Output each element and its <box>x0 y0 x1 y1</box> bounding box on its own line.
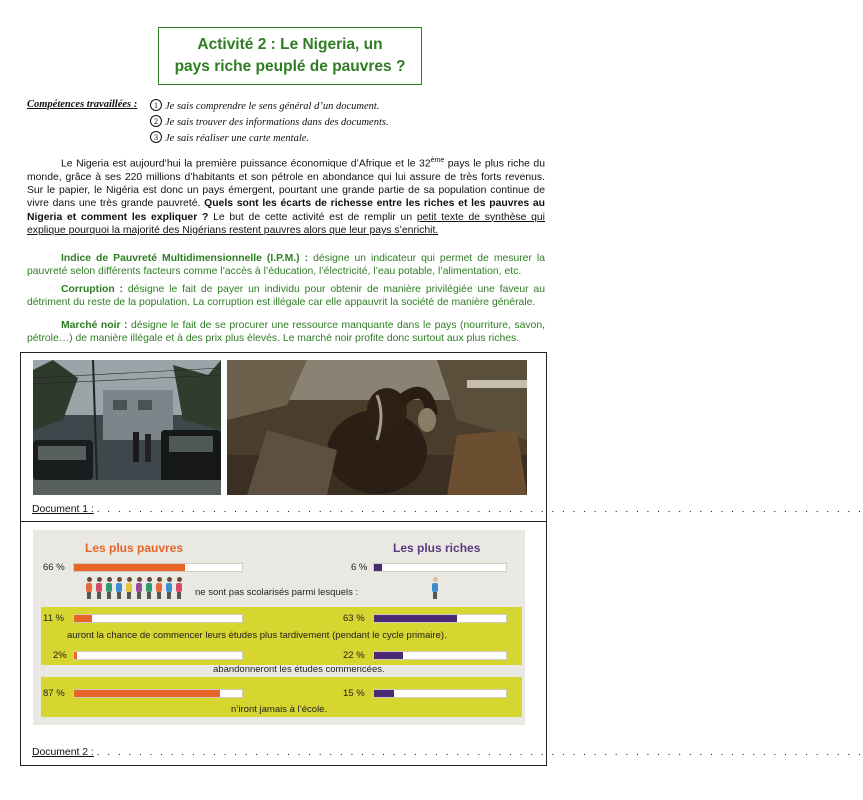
poor-percent: 66 % <box>43 562 65 573</box>
poor-bar-fill <box>74 564 185 571</box>
document-2-label: Document 2 : <box>32 747 94 758</box>
poor-bar <box>73 651 243 660</box>
poor-bar <box>73 689 243 698</box>
circled-number: 2 <box>150 115 162 127</box>
document-1-label: Document 1 : <box>32 504 94 515</box>
photo-street-with-cars <box>33 360 221 495</box>
poor-bar <box>73 614 243 623</box>
poorest-heading: Les plus pauvres <box>85 541 184 555</box>
documents-divider <box>20 521 547 522</box>
photo-man-washing <box>227 360 527 495</box>
competence-item <box>150 131 389 147</box>
definition-ipm <box>27 252 545 279</box>
intro-underlined: petit texte de synthèse qui explique pourquoi la majorité des Nigérians restent pauvres alors que leur pays s’enrichit. <box>27 211 545 236</box>
competence-text: Je sais trouver des informations dans des documents. <box>165 117 389 128</box>
intro-part2: pays le plus riche du monde, grâce à ses 220 millions d’habitants et son pétrole en abondance qui lui assure de très forts revenus. Sur le papier, le Nigéria est donc un pays émergent, pourtant une grande partie de sa population continue de vivre dans une très grande pauvreté. <box>27 158 545 210</box>
education-infographic <box>33 530 525 725</box>
poor-bar-fill <box>74 690 220 697</box>
competences-label: Compétences travaillées : <box>27 99 138 110</box>
poor-children-pictogram <box>85 577 189 599</box>
poor-percent: 2% <box>53 650 67 661</box>
row-text: abandonneront les études commencées. <box>213 664 385 675</box>
document-2-caption <box>32 747 863 758</box>
document-1-caption <box>32 504 863 515</box>
rich-bar <box>373 689 507 698</box>
rich-percent: 22 % <box>343 650 365 661</box>
competence-text: Je sais réaliser une carte mentale. <box>165 133 310 144</box>
rich-percent: 63 % <box>343 613 365 624</box>
intro-part3: Le but de cette activité est de remplir un <box>208 211 417 223</box>
row-text: ne sont pas scolarisés parmi lesquels : <box>195 587 359 598</box>
document-2-blank-line[interactable]: . . . . . . . . . . . . . . . . . . . . . . . . . . . . . . . . . . . . . . . . . . . . . . . . . . . . . . . . . . . . . . . . . . . . . . . . . <box>96 747 863 758</box>
row-text: n’iront jamais à l’école. <box>231 704 328 715</box>
competences-list <box>150 99 389 147</box>
circled-number: 3 <box>150 131 162 143</box>
definition-text: désigne le fait de se procurer une ressource manquante dans le pays (nourriture, savon, pétrole…) de manière illégale et à des prix plus élevés. Le marché noir profite donc surtout aux plus riches. <box>27 320 545 345</box>
poor-percent: 11 % <box>43 613 64 624</box>
intro-superscript: ème <box>430 157 445 164</box>
title-line-2: pays riche peuplé de pauvres ? <box>174 58 406 75</box>
rich-bar-fill <box>374 615 457 622</box>
competence-text: Je sais comprendre le sens général d’un document. <box>165 101 380 112</box>
activity-title <box>158 27 422 85</box>
definition-text: désigne le fait de payer un individu pour obtenir de manière privilégiée une faveur au détriment du reste de la population. La corruption est illégale car elle appauvrit la société de manière générale. <box>27 284 545 309</box>
document-1-blank-line[interactable]: . . . . . . . . . . . . . . . . . . . . . . . . . . . . . . . . . . . . . . . . . . . . . . . . . . . . . . . . . . . . . . . . . . . . . . . . . <box>96 504 863 515</box>
poor-bar <box>73 563 243 572</box>
definition-term: Marché noir : <box>61 320 128 331</box>
circled-number: 1 <box>150 99 162 111</box>
title-line-1: Activité 2 : Le Nigeria, un <box>197 36 383 53</box>
rich-bar-fill <box>374 690 394 697</box>
definition-text: désigne un indicateur qui permet de mesurer la pauvreté selon différents facteurs comme l’accès à l’éducation, l’électricité, l’eau potable, l’alimentation, etc. <box>27 253 546 278</box>
intro-question: Quels sont les écarts de richesse entre les riches et les pauvres au Nigeria et comment les expliquer ? <box>27 198 545 223</box>
poor-bar-fill <box>74 615 92 622</box>
intro-part1: Le Nigeria est aujourd’hui la première puissance économique d’Afrique et le 32 <box>61 158 431 170</box>
rich-bar <box>373 614 507 623</box>
definition-marche-noir <box>27 319 545 346</box>
richest-heading: Les plus riches <box>393 541 481 555</box>
rich-percent: 6 % <box>351 562 368 573</box>
rich-child-pictogram <box>431 577 439 599</box>
row-text: auront la chance de commencer leurs études plus tardivement (pendant le cycle primaire). <box>67 630 447 641</box>
rich-bar <box>373 651 507 660</box>
rich-bar-fill <box>374 564 382 571</box>
definition-corruption <box>27 283 545 310</box>
intro-paragraph <box>27 154 545 237</box>
definition-term: Indice de Pauvreté Multidimensionnelle (I.P.M.) : <box>61 253 309 264</box>
competence-item <box>150 99 389 115</box>
rich-bar-fill <box>374 652 403 659</box>
definition-term: Corruption : <box>61 284 124 295</box>
rich-percent: 15 % <box>343 688 365 699</box>
poor-bar-fill <box>74 652 77 659</box>
poor-percent: 87 % <box>43 688 65 699</box>
competence-item <box>150 115 389 131</box>
rich-bar <box>373 563 507 572</box>
